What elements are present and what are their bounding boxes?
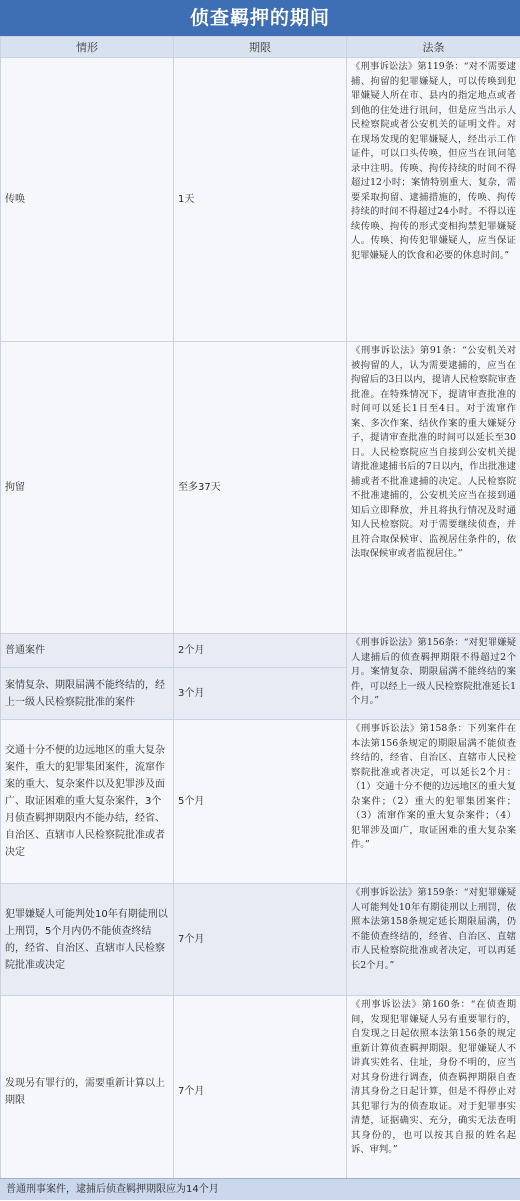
row-law: 《刑事诉讼法》第91条：“公安机关对被拘留的人，认为需要逮捕的，应当在拘留后的3日以内，提请人民检察院审查批准。在特殊情况下，提请审查批准的时间可以延长1日至4日。对于流窜作案、多次作案、结伙作案的重大嫌疑分子，提请审查批准的时间可以延长至30日。人民检察院应当自接到公安机关提请批准逮捕书后的7日以内，作出批准逮捕或者不批准逮捕的决定。人民检察院不批准逮捕的，公安机关应当在接到通知后立即释放，并且将执行情况及时通知人民检察院。对于需要继续侦查，并且符合取保候审、监视居住条件的，依法取保候审或者监视居住。” (347, 342, 520, 634)
table-header-row (1, 37, 520, 58)
row-period: 3个月 (174, 668, 347, 720)
table-row (1, 342, 520, 634)
detention-period-table (0, 36, 520, 1188)
row-period: 至多37天 (174, 342, 347, 634)
row-law: 《刑事诉讼法》第119条：“对不需要逮捕、拘留的犯罪嫌疑人，可以传唤到犯罪嫌疑人所在市、县内的指定地点或者到他的住处进行讯问，但是应当出示人民检察院或者公安机关的证明文件。对在现场发现的犯罪嫌疑人，经出示工作证件，可以口头传唤，但应当在讯问笔录中注明。传唤、拘传持续的时间不得超过12小时；案情特别重大、复杂，需要采取拘留、逮捕措施的，传唤、拘传持续的时间不得超过24小时。不得以连续传唤、拘传的形式变相拘禁犯罪嫌疑人。传唤、拘传犯罪嫌疑人，应当保证犯罪嫌疑人的饮食和必要的休息时间。” (347, 58, 520, 342)
table-row (1, 996, 520, 1188)
table-row (1, 634, 520, 668)
row-condition: 发现另有罪行的，需要重新计算以上期限 (1, 996, 174, 1188)
table-row (1, 58, 520, 342)
header-period: 期限 (174, 37, 347, 58)
row-condition: 交通十分不便的边远地区的重大复杂案件，重大的犯罪集团案件，流窜作案的重大、复杂案件以及犯罪涉及面广、取证困难的重大复杂案件，3个月侦查羁押期限内不能办结，经省、自治区、直辖市人民检察院批准或者决定 (1, 720, 174, 884)
row-condition: 犯罪嫌疑人可能判处10年有期徒刑以上刑罚，5个月内仍不能侦查终结的，经省、自治区、直辖市人民检察院批准或决定 (1, 884, 174, 996)
row-period: 2个月 (174, 634, 347, 668)
row-law: 《刑事诉讼法》第158条：下列案件在本法第156条规定的期限届满不能侦查终结的，经省、自治区、直辖市人民检察院批准或者决定，可以延长2个月：（1）交通十分不便的边远地区的重大复杂案件；（2）重大的犯罪集团案件；（3）流窜作案的重大复杂案件；（4）犯罪涉及面广，取证困难的重大复杂案件。” (347, 720, 520, 884)
table-row (1, 884, 520, 996)
header-condition: 情形 (1, 37, 174, 58)
row-condition: 案情复杂、期限届满不能终结的，经上一级人民检察院批准的案件 (1, 668, 174, 720)
row-period: 7个月 (174, 884, 347, 996)
row-period: 1天 (174, 58, 347, 342)
table-row (1, 720, 520, 884)
page-title: 侦查羁押的期间 (0, 0, 520, 36)
row-law: 《刑事诉讼法》第156条：“对犯罪嫌疑人逮捕后的侦查羁押期限不得超过2个月。案情复杂、期限届满不能终结的案件，可以经上一级人民检察院批准延长1个月。” (347, 634, 520, 720)
header-law: 法条 (347, 37, 520, 58)
row-law: 《刑事诉讼法》第160条：“在侦查期间，发现犯罪嫌疑人另有重要罪行的，自发现之日起依照本法第156条的规定重新计算侦查羁押期限。犯罪嫌疑人不讲真实姓名、住址，身份不明的，应当对其身份进行调查，侦查羁押期限自查清其身份之日起计算，但是不得停止对其犯罪行为的侦查取证。对于犯罪事实清楚，证据确实、充分，确实无法查明其身份的，也可以按其自报的姓名起诉、审判。” (347, 996, 520, 1188)
row-law: 《刑事诉讼法》第159条：“对犯罪嫌疑人可能判处10年有期徒刑以上刑罚，依照本法第158条规定延长期限届满，仍不能侦查终结的，经省、自治区、直辖市人民检察院批准或者决定，可以再延长2个月。” (347, 884, 520, 996)
row-condition: 普通案件 (1, 634, 174, 668)
row-condition: 拘留 (1, 342, 174, 634)
row-period: 5个月 (174, 720, 347, 884)
footer-note: 普通刑事案件，逮捕后侦查羁押期限应为14个月 (0, 1178, 520, 1200)
row-condition: 传唤 (1, 58, 174, 342)
row-period: 7个月 (174, 996, 347, 1188)
